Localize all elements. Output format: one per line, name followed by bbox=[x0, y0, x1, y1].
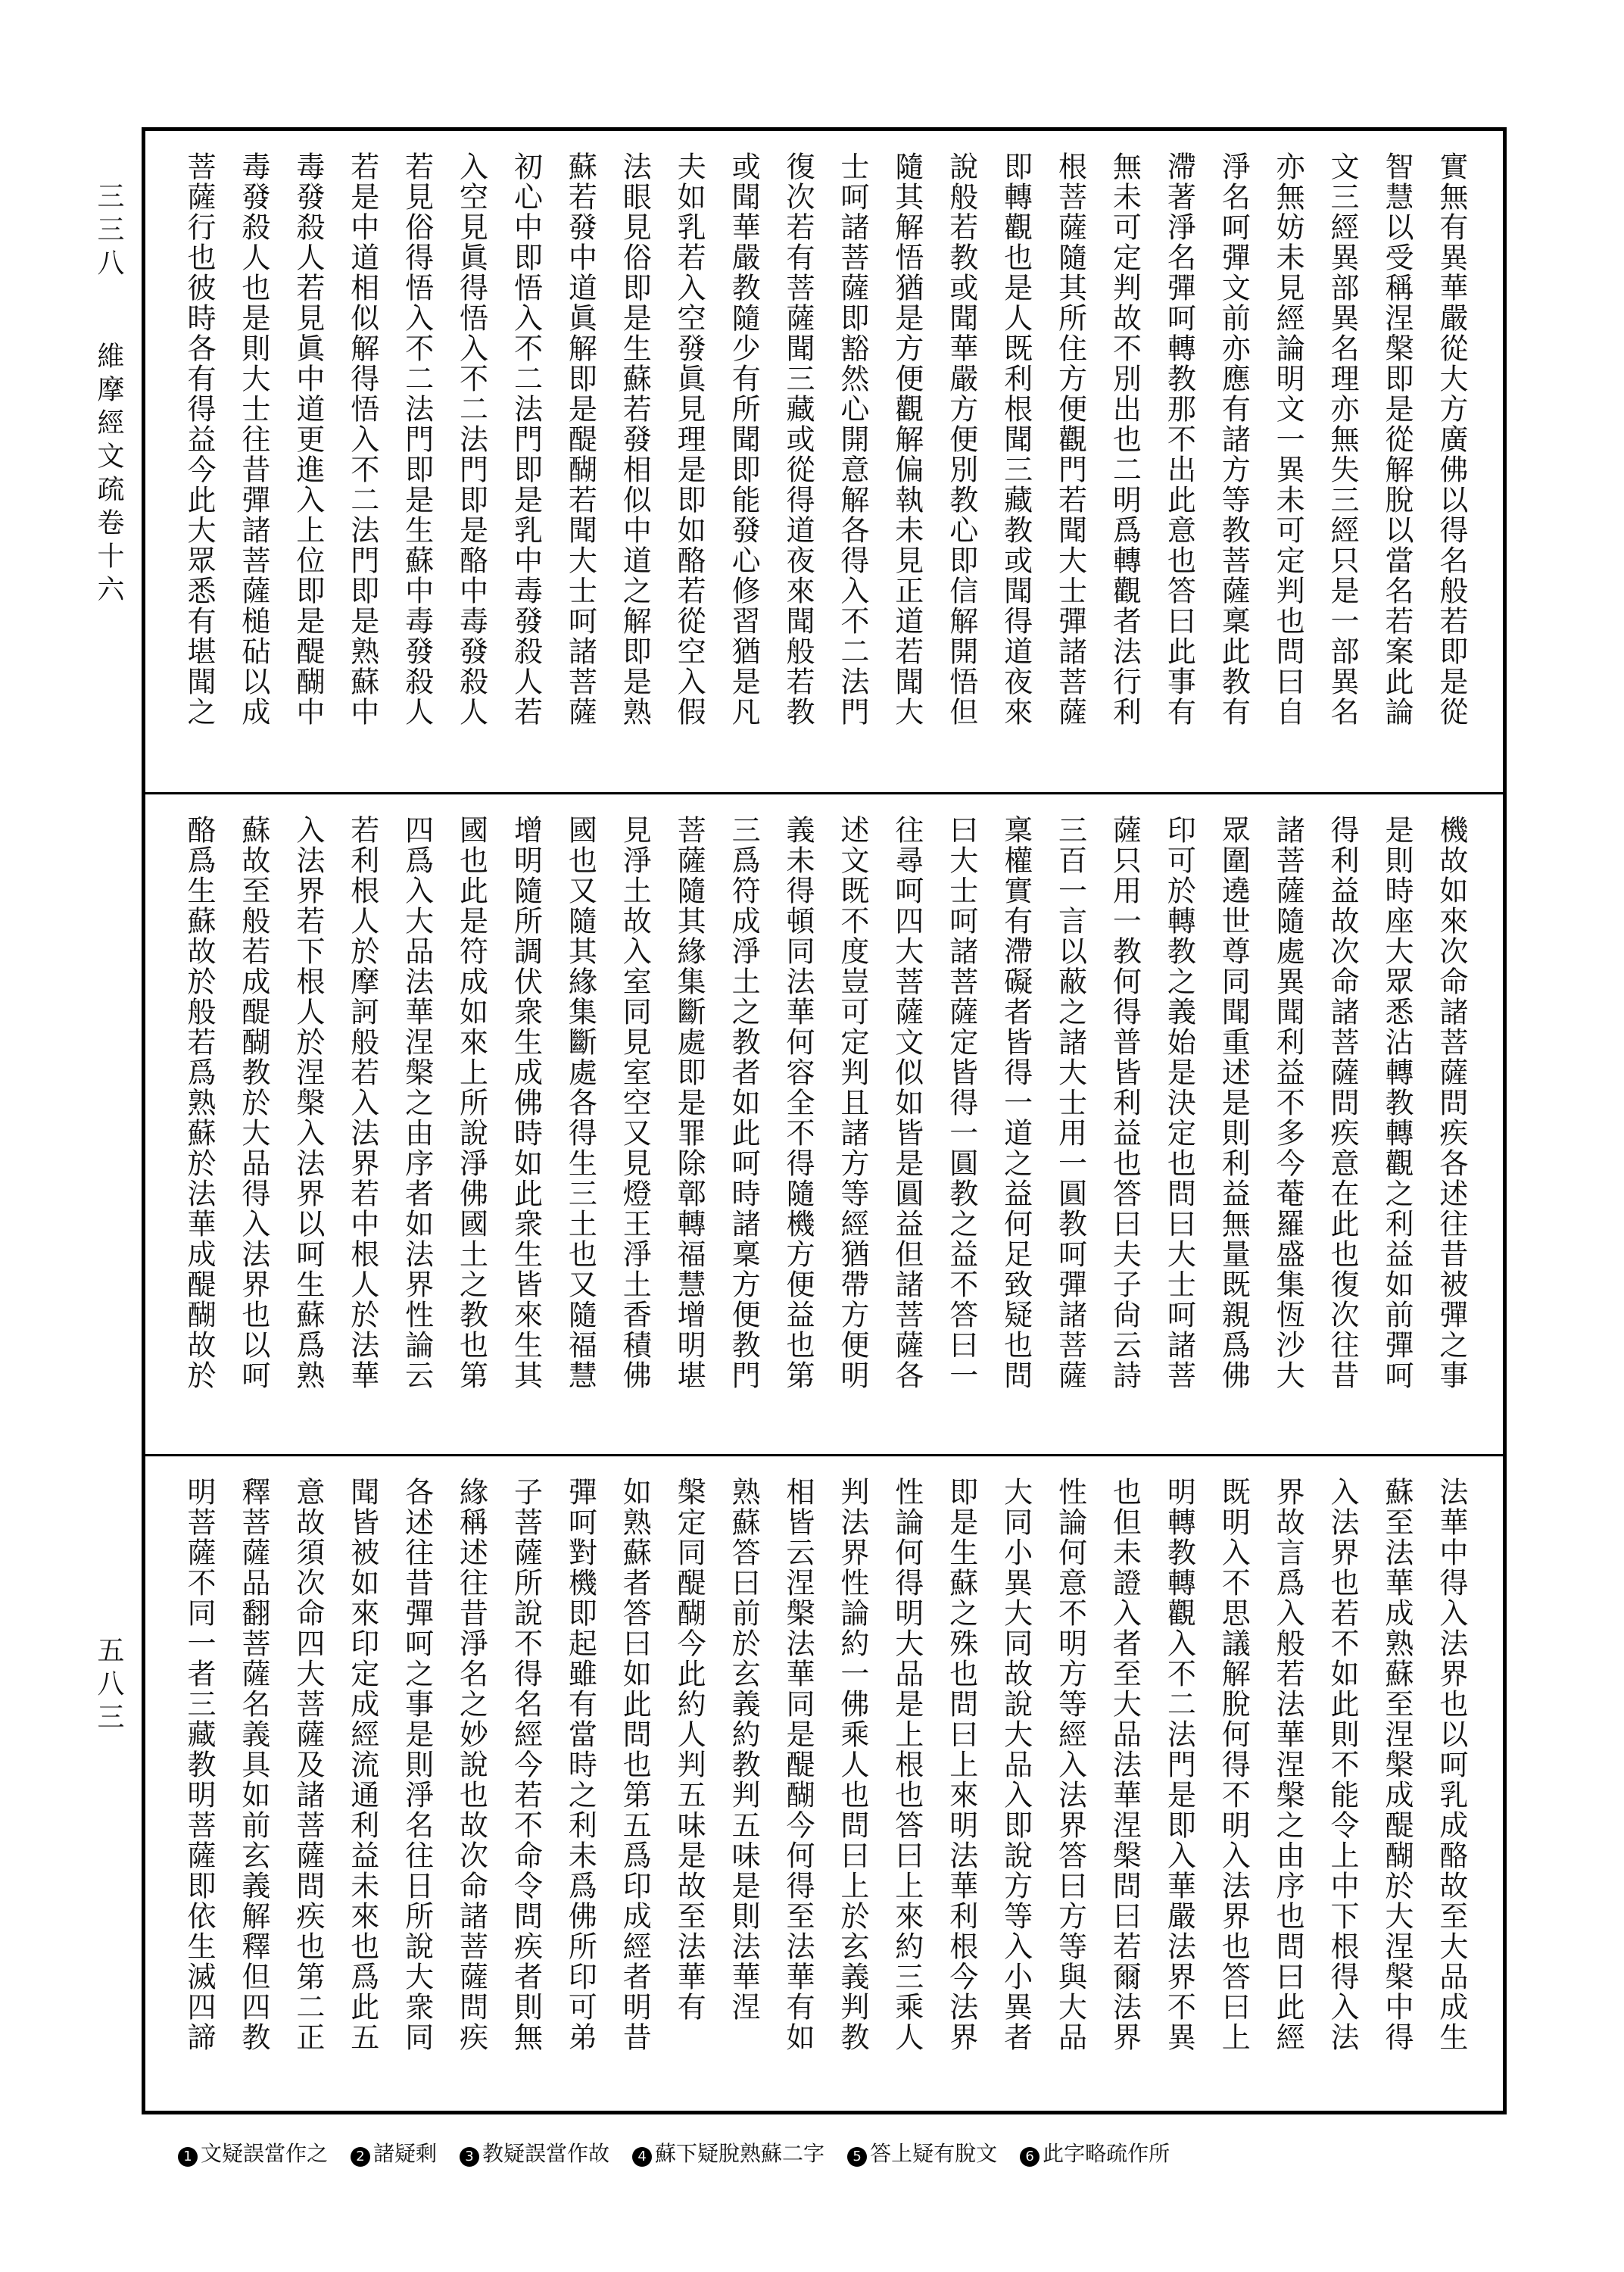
text-column: 得利益故次命諸菩薩問疾意在此也復次往昔 bbox=[1326, 815, 1360, 1390]
text-column: 或聞華嚴教隨少有所聞即能發心修習猶是凡 bbox=[727, 151, 761, 727]
text-column: 入法界也若不如此則不能令上中下根得入法 bbox=[1326, 1477, 1360, 2052]
text-column: 若是中道相似解得悟入不二法門即是熟蘇中 bbox=[345, 151, 379, 727]
text-column: 述文既不度豈可定判且諸方等經猶帶方便明 bbox=[835, 815, 869, 1390]
text-column: 大同小異大同故說大品入即說方等入小異者 bbox=[999, 1477, 1033, 2052]
running-title: 維摩經文疏卷十六 bbox=[93, 341, 124, 608]
footnote bbox=[632, 2137, 824, 2167]
text-column: 說般若教或聞華嚴方便別教心即信解開悟但 bbox=[944, 151, 978, 727]
footnote bbox=[460, 2137, 609, 2167]
text-column: 入空見眞得悟入不二法門即是酪中毒發殺人 bbox=[454, 151, 488, 727]
register-bottom bbox=[174, 1477, 1476, 2105]
text-column: 四爲入大品法華涅槃之由序者如法界性論云 bbox=[400, 815, 434, 1390]
text-column: 士呵諸菩薩即豁然心開意解各得入不二法門 bbox=[835, 151, 869, 727]
text-column: 若利根人於摩訶般若入法界若中根人於法華 bbox=[345, 815, 379, 1390]
text-column: 判法界性論約一佛乘人也問曰上於玄義判教 bbox=[835, 1477, 869, 2052]
page-number-right: 五八三 bbox=[93, 1636, 124, 1736]
text-column: 往尋呵四大菩薩文似如皆是圓益但諸菩薩各 bbox=[890, 815, 924, 1390]
text-column: 毒發殺人若見眞中道更進入上位即是醍醐中 bbox=[291, 151, 325, 727]
text-column: 酪爲生蘇故於般若爲熟蘇於法華成醍醐故於 bbox=[182, 815, 216, 1390]
text-column: 各述往昔彈呵之事是則淨名往日所說大衆同 bbox=[400, 1477, 434, 2052]
text-column: 復次若有菩薩聞三藏或從得道夜來聞般若教 bbox=[781, 151, 815, 727]
text-column: 義未得頓同法華何容全不得隨機方便益也第 bbox=[781, 815, 815, 1390]
text-column: 即轉觀也是人既利根聞三藏教或聞得道夜來 bbox=[999, 151, 1033, 727]
text-column: 聞皆被如來印定成經流通利益未來也爲此五 bbox=[345, 1477, 379, 2052]
text-column: 實無有異華嚴從大方廣佛以得名般若即是從 bbox=[1434, 151, 1468, 727]
text-column: 三爲符成淨土之教者如此呵時諸稟方便教門 bbox=[727, 815, 761, 1390]
text-column: 根菩薩隨其所住方便觀門若聞大士彈諸菩薩 bbox=[1053, 151, 1087, 727]
text-column: 緣稱述往昔淨名之妙說也故次命諸菩薩問疾 bbox=[454, 1477, 488, 2052]
text-column: 意故須次命四大菩薩及諸菩薩問疾也第二正 bbox=[291, 1477, 325, 2052]
text-column: 性論何得明大品是上根也答曰上來約三乘人 bbox=[890, 1477, 924, 2052]
text-column: 稟權實有滯礙者皆得一道之益何足致疑也問 bbox=[999, 815, 1033, 1390]
text-column: 界故言爲入般若法華涅槃之由序也問曰此經 bbox=[1271, 1477, 1305, 2052]
text-column: 子菩薩所說不得名經今若不命令問疾者則無 bbox=[509, 1477, 543, 2052]
text-column: 也但未證入者至大品法華涅槃問曰若爾法界 bbox=[1108, 1477, 1142, 2052]
text-column: 蘇至法華成熟蘇至涅槃成醍醐於大涅槃中得 bbox=[1379, 1477, 1414, 2052]
text-column: 法眼見俗即是生蘇若發相似中道之解即是熟 bbox=[618, 151, 652, 727]
text-column: 機故如來次命諸菩薩問疾各述往昔被彈之事 bbox=[1434, 815, 1468, 1390]
text-column: 印可於轉教之義始是決定也問曰大士呵諸菩 bbox=[1162, 815, 1196, 1390]
text-column: 亦無妨未見經論明文一異未可定判也問曰自 bbox=[1271, 151, 1305, 727]
text-column: 蘇故至般若成醍醐教於大品得入法界也以呵 bbox=[236, 815, 270, 1390]
footnote-text: 答上疑有脫文 bbox=[870, 2141, 998, 2166]
register-divider-2 bbox=[142, 1454, 1507, 1456]
footnotes bbox=[178, 2137, 1170, 2167]
text-column: 滯著淨名彈呵轉教那不出此意也答曰此事有 bbox=[1162, 151, 1196, 727]
footnote bbox=[351, 2137, 437, 2167]
text-column: 若見俗得悟入不二法門即是生蘇中毒發殺人 bbox=[400, 151, 434, 727]
text-column: 夫如乳若入空發眞見理是即如酪若從空入假 bbox=[672, 151, 706, 727]
text-column: 明菩薩不同一者三藏教明菩薩即依生滅四諦 bbox=[182, 1477, 216, 2052]
text-column: 法華中得入法界也以呵乳成酪故至大品成生 bbox=[1434, 1477, 1468, 2052]
text-column: 國也又隨其緣集斷處各得生三土也又隨福慧 bbox=[563, 815, 597, 1390]
register-top bbox=[174, 151, 1476, 780]
register-middle bbox=[174, 815, 1476, 1443]
text-column: 見淨土故入室同見室空又見燈王淨土香積佛 bbox=[618, 815, 652, 1390]
text-column: 相皆云涅槃法華同是醍醐今何得至法華有如 bbox=[781, 1477, 815, 2052]
text-column: 隨其解悟猶是方便觀解偏執未見正道若聞大 bbox=[890, 151, 924, 727]
text-column: 眾圍遶世尊同聞重述是則利益無量既親爲佛 bbox=[1217, 815, 1251, 1390]
text-column: 蘇若發中道眞解即是醍醐若聞大士呵諸菩薩 bbox=[563, 151, 597, 727]
text-column: 無未可定判故不別出也二明爲轉觀者法行利 bbox=[1108, 151, 1142, 727]
text-column: 淨名呵彈文前亦應有諸方等教菩薩稟此教有 bbox=[1217, 151, 1251, 727]
text-column: 是則時座大眾悉沾轉教轉觀之利益如前彈呵 bbox=[1379, 815, 1414, 1390]
page-number-left: 三三八 bbox=[93, 182, 124, 282]
footnote-mark: 4 bbox=[632, 2147, 652, 2167]
text-column: 明轉教轉觀入不二法門是即入華嚴法界不異 bbox=[1162, 1477, 1196, 2052]
text-column: 菩薩隨其緣集斷處即是罪除鄣轉福慧增明堪 bbox=[672, 815, 706, 1390]
running-header bbox=[89, 182, 128, 608]
text-column: 毒發殺人也是則大士往昔彈諸菩薩槌砧以成 bbox=[236, 151, 270, 727]
footnote-text: 蘇下疑脫熟蘇二字 bbox=[655, 2141, 825, 2166]
text-column: 即是生蘇之殊也問曰上來明法華利根今法界 bbox=[944, 1477, 978, 2052]
text-column: 智慧以受稱涅槃即是從解脫以當名若案此論 bbox=[1379, 151, 1414, 727]
footnote-text: 文疑誤當作之 bbox=[201, 2141, 329, 2166]
footnote bbox=[178, 2137, 328, 2167]
text-column: 熟蘇答曰前於玄義約教判五味是則法華涅 bbox=[727, 1477, 761, 2022]
text-column: 性論何意不明方等經入法界答曰方等與大品 bbox=[1053, 1477, 1087, 2052]
footnote-text: 諸疑剩 bbox=[373, 2141, 438, 2166]
text-column: 增明隨所調伏衆生成佛時如此衆生皆來生其 bbox=[509, 815, 543, 1390]
footnote-mark: 1 bbox=[178, 2147, 198, 2167]
text-column: 初心中即悟入不二法門即是乳中毒發殺人若 bbox=[509, 151, 543, 727]
text-column: 諸菩薩隨處異聞利益不多今菴羅盛集恆沙大 bbox=[1271, 815, 1305, 1390]
text-column: 彈呵對機即起雖有當時之利未爲佛所印可弟 bbox=[563, 1477, 597, 2052]
text-column: 文三經異部異名理亦無失三經只是一部異名 bbox=[1326, 151, 1360, 727]
text-column: 槃定同醍醐今此約人判五味是故至法華有 bbox=[672, 1477, 706, 2022]
footnote bbox=[1020, 2137, 1170, 2167]
text-column: 既明入不思議解脫何得不明入法界也答曰上 bbox=[1217, 1477, 1251, 2052]
footnote-mark: 3 bbox=[460, 2147, 479, 2167]
footnote-text: 教疑誤當作故 bbox=[482, 2141, 610, 2166]
footnote-mark: 5 bbox=[847, 2147, 867, 2167]
text-column: 薩只用一教何得普皆利益也答曰夫子尙云詩 bbox=[1108, 815, 1142, 1390]
text-column: 菩薩行也彼時各有得益今此大眾悉有堪聞之 bbox=[182, 151, 216, 727]
footnote-mark: 6 bbox=[1020, 2147, 1040, 2167]
footnote-text: 此字略疏作所 bbox=[1043, 2141, 1170, 2166]
text-column: 如熟蘇者答曰如此問也第五爲印成經者明昔 bbox=[618, 1477, 652, 2052]
footnote bbox=[847, 2137, 997, 2167]
text-column: 入法界若下根人於涅槃入法界以呵生蘇爲熟 bbox=[291, 815, 325, 1390]
text-column: 曰大士呵諸菩薩定皆得一圓教之益不答曰一 bbox=[944, 815, 978, 1390]
text-column: 國也此是符成如來上所說淨佛國土之教也第 bbox=[454, 815, 488, 1390]
text-column: 釋菩薩品翻菩薩名義具如前玄義解釋但四教 bbox=[236, 1477, 270, 2052]
register-divider-1 bbox=[142, 792, 1507, 794]
footnote-mark: 2 bbox=[351, 2147, 370, 2167]
text-column: 三百一言以蔽之諸大士用一圓教呵彈諸菩薩 bbox=[1053, 815, 1087, 1390]
